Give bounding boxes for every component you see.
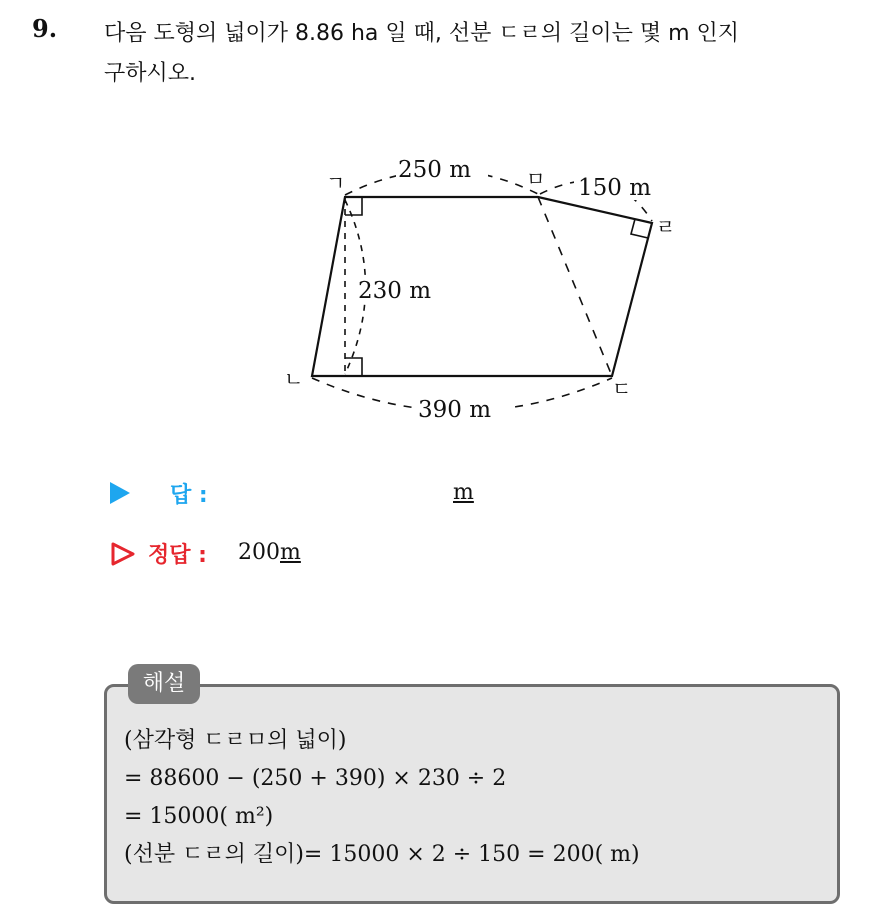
correct-answer-number: 200 <box>238 540 280 565</box>
diagonal-dashed-line <box>538 197 612 376</box>
solution-line-3: = 15000( m²) <box>124 804 274 829</box>
correct-answer-unit: m <box>280 540 301 565</box>
vertex-d: ㄷ <box>612 377 632 401</box>
label-top-length: 250 m <box>398 157 472 183</box>
play-arrow-icon <box>110 482 130 504</box>
label-right-top-length: 150 m <box>578 175 652 201</box>
question-line-1: 다음 도형의 넓이가 8.86 ha 일 때, 선분 ㄷㄹ의 길이는 몇 m 인지 <box>104 21 740 46</box>
solution-lines <box>124 722 640 874</box>
question-line-2: 구하시오. <box>104 61 197 86</box>
answer-unit: m <box>453 480 474 505</box>
correct-answer-value <box>238 540 301 565</box>
label-bottom-length: 390 m <box>418 397 492 423</box>
solution-line-2: = 88600 − (250 + 390) × 230 ÷ 2 <box>124 766 507 791</box>
vertex-r: ㄹ <box>656 215 676 239</box>
answer-label: 답 : <box>170 483 208 508</box>
solution-line-4: (선분 ㄷㄹ의 길이)= 15000 × 2 ÷ 150 = 200( m) <box>124 842 640 867</box>
vertex-m: ㅁ <box>526 167 546 191</box>
answer-row <box>110 478 530 508</box>
vertex-n: ㄴ <box>284 367 304 391</box>
outline-arrow-icon <box>110 542 136 566</box>
vertex-g: ㄱ <box>326 171 346 195</box>
solution-tag: 해설 <box>128 664 200 704</box>
correct-answer-label: 정답 : <box>148 543 207 568</box>
correct-answer-row <box>110 538 530 570</box>
label-height: 230 m <box>358 278 432 304</box>
question-number: 9. <box>32 14 58 43</box>
right-angle-mark-g <box>345 197 362 215</box>
solution-line-1: (삼각형 ㄷㄹㅁ의 넓이) <box>124 728 347 753</box>
